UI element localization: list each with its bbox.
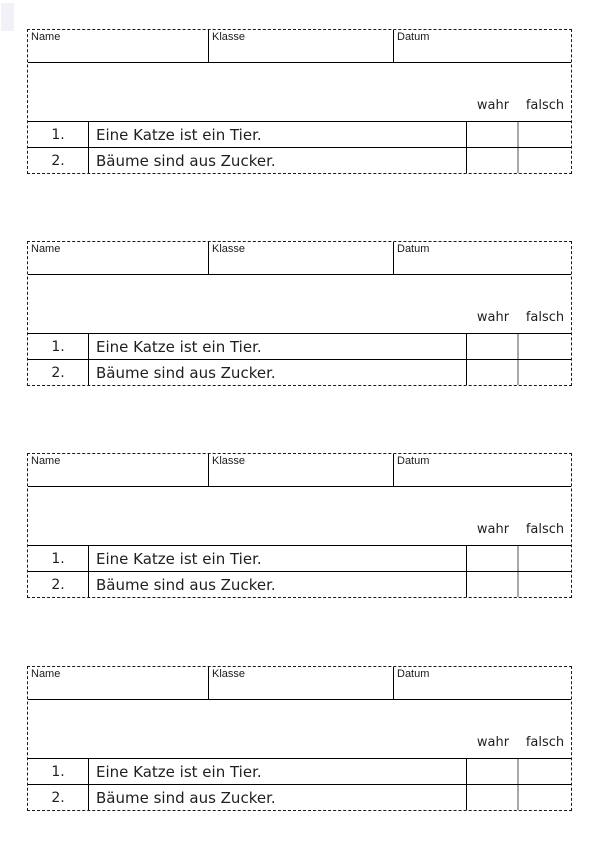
table-row [28, 148, 571, 173]
falsch-checkbox-cell[interactable] [519, 572, 571, 597]
datum-label: Datum [397, 455, 430, 467]
name-label: Name [31, 31, 61, 43]
wahr-checkbox-cell[interactable] [467, 360, 519, 385]
table-row [28, 759, 571, 785]
datum-label: Datum [397, 243, 430, 255]
falsch-checkbox-cell[interactable] [519, 148, 571, 173]
wahr-checkbox-cell[interactable] [467, 122, 519, 147]
falsch-checkbox-cell[interactable] [519, 546, 571, 571]
name-label: Name [31, 668, 61, 680]
wahr-column-label: wahr [476, 98, 510, 113]
falsch-checkbox-cell[interactable] [519, 759, 571, 784]
falsch-checkbox-cell[interactable] [519, 334, 571, 359]
table-row [28, 122, 571, 148]
wahr-checkbox-cell[interactable] [467, 572, 519, 597]
datum-label: Datum [397, 31, 430, 43]
datum-field[interactable] [394, 30, 571, 62]
klasse-label: Klasse [212, 455, 246, 467]
statement-text: Bäume sind aus Zucker. [89, 785, 467, 810]
table-row [28, 334, 571, 360]
falsch-column-label: falsch [525, 98, 565, 113]
header-row [28, 30, 571, 63]
statement-text: Eine Katze ist ein Tier. [89, 334, 467, 359]
statement-number: 2. [28, 572, 89, 597]
table-row [28, 785, 571, 810]
worksheet-section [27, 241, 572, 386]
wahr-checkbox-cell[interactable] [467, 759, 519, 784]
header-row [28, 242, 571, 275]
header-row [28, 454, 571, 487]
klasse-field[interactable] [209, 242, 394, 274]
wahr-column-label: wahr [476, 522, 510, 537]
worksheet-section [27, 666, 572, 811]
statement-number: 2. [28, 148, 89, 173]
name-field[interactable] [28, 667, 209, 699]
datum-field[interactable] [394, 242, 571, 274]
falsch-column-label: falsch [525, 735, 565, 750]
falsch-checkbox-cell[interactable] [519, 360, 571, 385]
wahr-checkbox-cell[interactable] [467, 148, 519, 173]
worksheet-section [27, 29, 572, 174]
wahr-checkbox-cell[interactable] [467, 334, 519, 359]
klasse-label: Klasse [212, 668, 246, 680]
statement-text: Bäume sind aus Zucker. [89, 572, 467, 597]
klasse-field[interactable] [209, 30, 394, 62]
statement-number: 1. [28, 122, 89, 147]
falsch-column-label: falsch [525, 522, 565, 537]
falsch-checkbox-cell[interactable] [519, 785, 571, 810]
statement-text: Bäume sind aus Zucker. [89, 360, 467, 385]
falsch-checkbox-cell[interactable] [519, 122, 571, 147]
klasse-label: Klasse [212, 31, 246, 43]
statement-number: 1. [28, 759, 89, 784]
statements-table [28, 758, 571, 810]
scan-artifact [1, 3, 14, 31]
wahr-column-label: wahr [476, 310, 510, 325]
statement-number: 2. [28, 360, 89, 385]
name-field[interactable] [28, 242, 209, 274]
name-field[interactable] [28, 454, 209, 486]
table-row [28, 572, 571, 597]
name-field[interactable] [28, 30, 209, 62]
worksheet-section [27, 453, 572, 598]
datum-label: Datum [397, 668, 430, 680]
statement-text: Eine Katze ist ein Tier. [89, 759, 467, 784]
klasse-label: Klasse [212, 243, 246, 255]
wahr-column-label: wahr [476, 735, 510, 750]
statements-table [28, 333, 571, 385]
statements-table [28, 121, 571, 173]
statement-text: Eine Katze ist ein Tier. [89, 122, 467, 147]
name-label: Name [31, 455, 61, 467]
wahr-checkbox-cell[interactable] [467, 785, 519, 810]
klasse-field[interactable] [209, 667, 394, 699]
statement-number: 1. [28, 546, 89, 571]
table-row [28, 546, 571, 572]
statements-table [28, 545, 571, 597]
table-row [28, 360, 571, 385]
statement-text: Bäume sind aus Zucker. [89, 148, 467, 173]
falsch-column-label: falsch [525, 310, 565, 325]
statement-number: 2. [28, 785, 89, 810]
datum-field[interactable] [394, 454, 571, 486]
statement-number: 1. [28, 334, 89, 359]
klasse-field[interactable] [209, 454, 394, 486]
datum-field[interactable] [394, 667, 571, 699]
header-row [28, 667, 571, 700]
name-label: Name [31, 243, 61, 255]
statement-text: Eine Katze ist ein Tier. [89, 546, 467, 571]
wahr-checkbox-cell[interactable] [467, 546, 519, 571]
